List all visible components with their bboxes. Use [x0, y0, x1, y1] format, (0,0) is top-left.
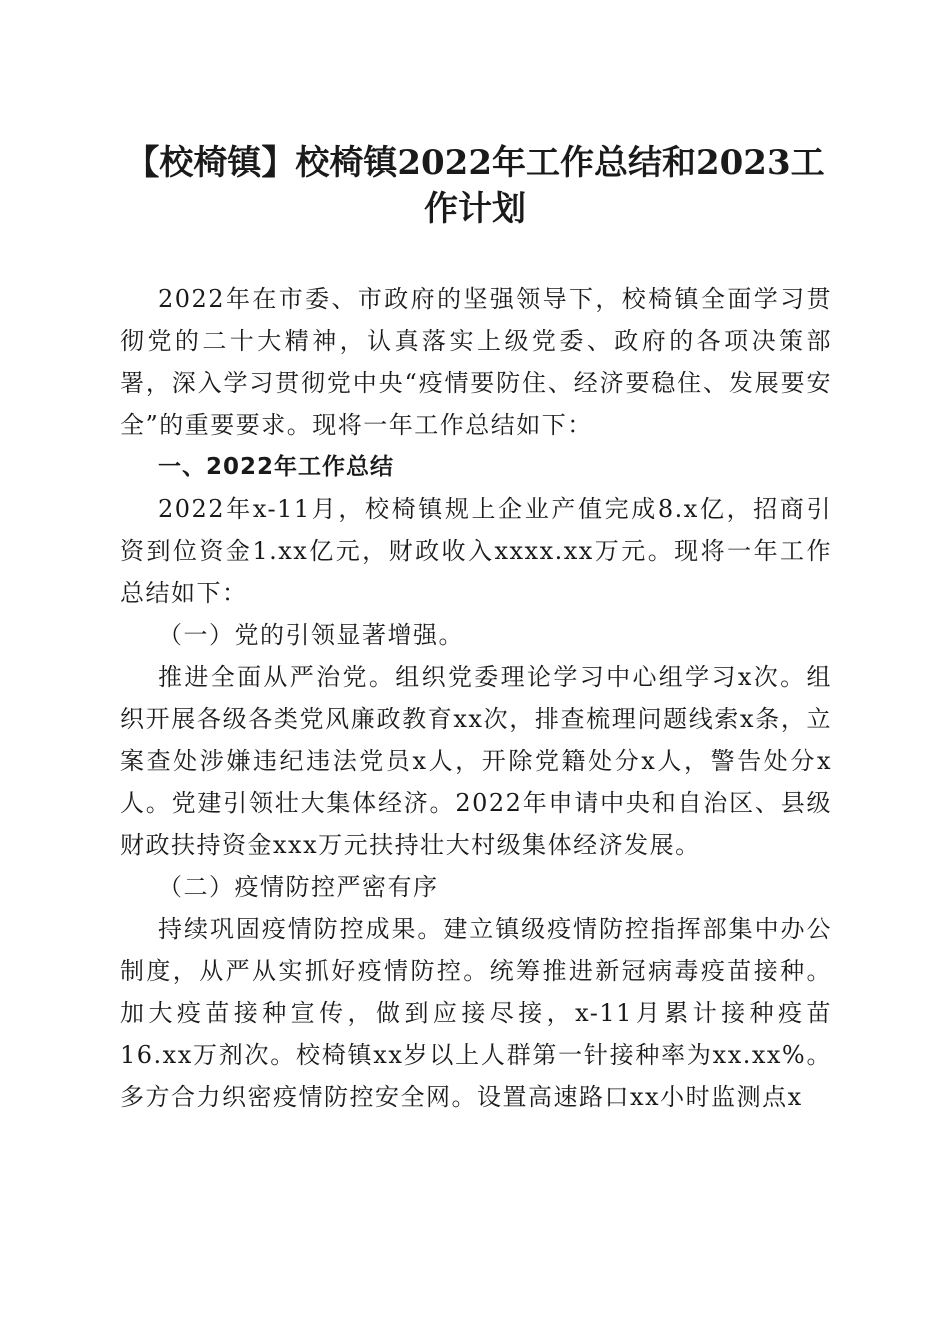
- subheading-epidemic-control: （二）疫情防控严密有序: [158, 873, 439, 901]
- subheading-party-leadership: （一）党的引领显著增强。: [158, 621, 464, 649]
- document-title: [100, 140, 850, 232]
- intro-paragraph: 2022年在市委、市政府的坚强领导下，校椅镇全面学习贯彻党的二十大精神，认真落实上级党委、政府的各项决策部署，深入学习贯彻党中央“疫情要防住、经济要稳住、发展要安全”的重要要求。现将一年工作总结如下：: [120, 285, 832, 439]
- summary-paragraph: 2022年x-11月，校椅镇规上企业产值完成8.x亿，招商引资到位资金1.xx亿元，财政收入xxxx.xx万元。现将一年工作总结如下：: [120, 495, 832, 607]
- party-leadership-paragraph: 推进全面从严治党。组织党委理论学习中心组学习x次。组织开展各级各类党风廉政教育xx次，排查梳理问题线索x条，立案查处涉嫌违纪违法党员x人，开除党籍处分x人，警告处分x人。党建引领壮大集体经济。2022年申请中央和自治区、县级财政扶持资金xxx万元扶持壮大村级集体经济发展。: [120, 663, 832, 859]
- section-heading-summary: 一、2022年工作总结: [158, 454, 395, 480]
- epidemic-control-paragraph: 持续巩固疫情防控成果。建立镇级疫情防控指挥部集中办公制度，从严从实抓好疫情防控。统筹推进新冠病毒疫苗接种。加大疫苗接种宣传，做到应接尽接，x-11月累计接种疫苗16.xx万剂次。校椅镇xx岁以上人群第一针接种率为xx.xx%。多方合力织密疫情防控安全网。设置高速路口xx小时监测点x: [120, 915, 832, 1111]
- document-body: [120, 278, 832, 1118]
- title-line-2: 作计划: [424, 189, 526, 229]
- title-line-1: 【校椅镇】校椅镇2022年工作总结和2023工: [125, 143, 825, 183]
